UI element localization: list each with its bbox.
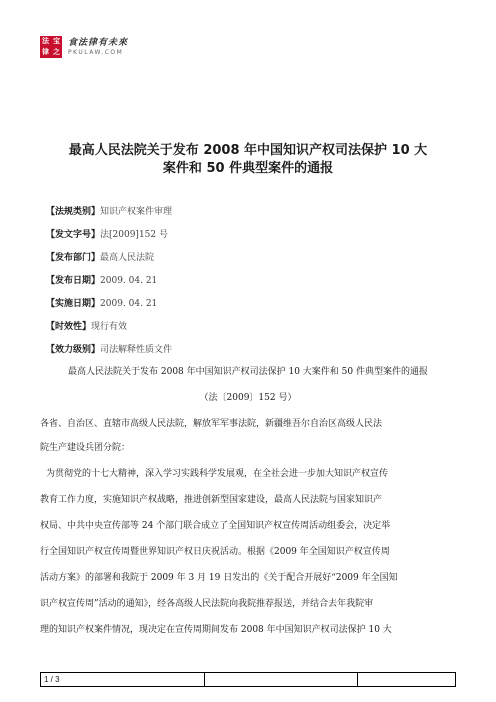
page-footer bbox=[40, 672, 456, 687]
paragraph-line: 理的知识产权案件情况，现决定在宣传周期间发布 2008 年中国知识产权司法保护 10 大 bbox=[40, 625, 392, 635]
body-doc-number: （法〔2009〕152 号） bbox=[199, 393, 297, 403]
footer-cell bbox=[205, 673, 358, 686]
paragraph-line: 为贯彻党的十七大精神，深入学习实践科学发展观，在全社会进一步加大知识产权宣传 bbox=[46, 469, 389, 479]
logo-slogan: 食法律有未來 bbox=[68, 37, 129, 48]
paragraph-line: 活动方案》的部署和我院于 2009 年 3 月 19 日发出的《关于配合开展好“2009 年全国知 bbox=[40, 573, 398, 583]
meta-level: 【效力级别】司法解释性质文件 bbox=[46, 345, 173, 355]
paragraph-line: 识产权宣传周”活动的通知》，经各高级人民法院向我院推荐报送，并结合去年我院审 bbox=[40, 599, 374, 609]
paragraph-line: 行全国知识产权宣传周暨世界知识产权日庆祝活动。根据《2009 年全国知识产权宣传周 bbox=[40, 547, 390, 557]
pkulaw-logo bbox=[40, 36, 128, 58]
logo-domain: PKULAW.COM bbox=[68, 48, 124, 56]
meta-category: 【法规类别】知识产权案件审理 bbox=[46, 207, 173, 217]
paragraph-line: 教育工作力度，实施知识产权战略，推进创新型国家建设，最高人民法院与国家知识产 bbox=[40, 495, 383, 505]
body-heading: 最高人民法院关于发布 2008 年中国知识产权司法保护 10 大案件和 50 件典型案件的通报 bbox=[68, 367, 428, 377]
meta-validity: 【时效性】现行有效 bbox=[46, 322, 128, 332]
addressee-line: 院生产建设兵团分院： bbox=[40, 443, 131, 453]
paragraph-line: 权局、中共中央宣传部等 24 个部门联合成立了全国知识产权宣传周活动组委会，决定举 bbox=[40, 521, 391, 531]
document-title: 最高人民法院关于发布 2008 年中国知识产权司法保护 10 大 案件和 50 件典型案件的通报 bbox=[68, 143, 428, 176]
seal-icon: 法 宝 律 之 bbox=[42, 37, 60, 56]
page-number: 1 / 3 bbox=[41, 673, 205, 686]
meta-issue-date: 【发布日期】2009. 04. 21 bbox=[46, 276, 158, 286]
meta-issuer: 【发布部门】最高人民法院 bbox=[46, 253, 155, 263]
addressee-line: 各省、自治区、直辖市高级人民法院，解放军军事法院，新疆维吾尔自治区高级人民法 bbox=[40, 419, 383, 429]
meta-effective-date: 【实施日期】2009. 04. 21 bbox=[46, 299, 158, 309]
meta-doc-number: 【发文字号】法[2009]152 号 bbox=[46, 230, 168, 240]
footer-cell bbox=[358, 673, 455, 686]
